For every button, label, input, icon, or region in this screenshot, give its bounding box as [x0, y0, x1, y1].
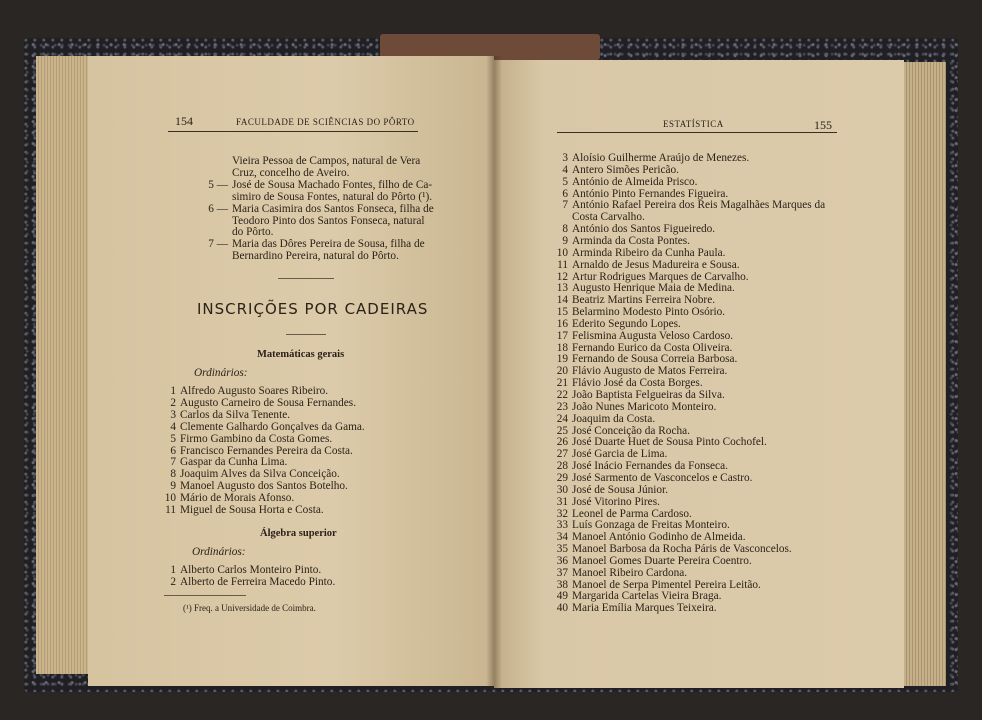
item-text: Ederito Segundo Lopes.	[572, 317, 681, 330]
left-page	[88, 56, 494, 686]
item-number: 6 —	[208, 202, 228, 215]
list-item	[156, 492, 294, 504]
item-text: Fernando de Sousa Correia Barbosa.	[572, 353, 738, 366]
item-number: 34	[556, 531, 568, 544]
list-item	[548, 496, 660, 508]
item-number: 26	[556, 436, 568, 449]
item-text: Beatriz Martins Ferreira Nobre.	[572, 294, 716, 307]
item-text: Maria das Dôres Pereira de Sousa, filha de	[232, 238, 425, 251]
item-number: 8	[562, 223, 568, 236]
item-number: 3	[562, 152, 568, 164]
item-number: 32	[556, 507, 568, 520]
item-text: Manoel de Serpa Pimentel Pereira Leitão.	[572, 578, 761, 591]
list-item	[548, 353, 737, 365]
item-text: António Rafael Pereira dos Reis Magalhães Marques da	[572, 199, 826, 212]
item-text: Manoel Barbosa da Rocha Páris de Vasconcelos.	[572, 543, 792, 556]
item-text: Maria Emília Marques Teixeira.	[572, 602, 717, 615]
category-label: Ordinários:	[192, 546, 246, 558]
list-item	[548, 448, 667, 460]
list-item	[548, 590, 721, 602]
list-item	[548, 247, 725, 259]
footnote: (¹) Freq. a Universidade de Coimbra.	[183, 603, 316, 613]
item-number: 17	[556, 329, 568, 342]
item-number: 20	[556, 365, 568, 378]
section-title: INSCRIÇÕES POR CADEIRAS	[197, 300, 429, 318]
list-item	[548, 531, 746, 543]
list-item	[156, 421, 365, 433]
list-item	[198, 203, 434, 215]
list-item	[198, 179, 432, 191]
item-number: 11	[165, 504, 176, 516]
item-number: 10	[556, 246, 568, 259]
item-text: Mário de Morais Afonso.	[180, 492, 295, 505]
item-number: 30	[556, 483, 568, 496]
list-item	[156, 445, 353, 457]
list-item	[548, 555, 752, 567]
list-item	[548, 543, 792, 555]
item-number: 24	[556, 412, 568, 425]
item-text: Teodoro Pinto dos Santos Fonseca, natural	[232, 214, 425, 227]
item-text: Felismina Augusta Veloso Cardoso.	[572, 329, 734, 342]
item-text: José Garcia de Lima.	[572, 448, 668, 461]
item-text: Antero Simões Pericão.	[572, 163, 679, 176]
item-number: 35	[556, 543, 568, 556]
list-item	[548, 484, 668, 496]
item-text: Manoel Gomes Duarte Pereira Coentro.	[572, 554, 752, 567]
item-text: Gaspar da Cunha Lima.	[180, 456, 288, 469]
item-text: José Inácio Fernandes da Fonseca.	[572, 460, 728, 473]
list-item	[548, 401, 716, 413]
item-number: 38	[556, 578, 568, 591]
divider	[286, 334, 326, 335]
list-item	[548, 176, 698, 188]
item-number: 14	[556, 294, 568, 307]
item-text: Aloísio Guilherme Araújo de Menezes.	[572, 152, 750, 164]
list-item	[548, 602, 717, 614]
item-number: 36	[556, 554, 568, 567]
list-item	[548, 199, 825, 211]
item-text: António dos Santos Figueiredo.	[572, 223, 716, 236]
subject-title: Álgebra superior	[260, 528, 337, 539]
item-number: 4	[170, 420, 176, 433]
item-text: simiro de Sousa Fontes, natural do Pôrto (¹).	[232, 190, 433, 203]
right-header-rule	[557, 132, 837, 133]
right-page-number: 155	[814, 118, 832, 132]
item-text: Arminda Ribeiro da Cunha Paula.	[572, 246, 726, 259]
item-text: Clemente Galhardo Gonçalves da Gama.	[180, 420, 365, 433]
list-item	[548, 152, 749, 164]
item-text: José de Sousa Júnior.	[572, 483, 669, 496]
list-item	[548, 567, 687, 579]
list-item	[156, 456, 287, 468]
list-item	[548, 259, 740, 271]
list-item	[548, 460, 728, 472]
list-item	[198, 250, 399, 262]
item-number: 27	[556, 448, 568, 461]
item-number: 21	[556, 377, 568, 390]
item-text: José Sarmento de Vasconcelos e Castro.	[572, 471, 753, 484]
list-item	[198, 191, 432, 203]
item-number: 22	[556, 389, 568, 401]
item-text: Miguel de Sousa Horta e Costa.	[180, 504, 324, 516]
list-item	[548, 271, 749, 283]
list-item	[156, 385, 328, 397]
item-number: 25	[556, 424, 568, 437]
list-item	[156, 576, 335, 588]
item-number: 7 —	[208, 238, 228, 251]
item-text: Leonel de Parma Cardoso.	[572, 507, 692, 520]
item-number: 23	[556, 400, 568, 413]
item-text: Joaquim da Costa.	[572, 412, 656, 425]
item-text: Manoel António Godinho de Almeida.	[572, 531, 746, 544]
list-item	[548, 377, 703, 389]
item-number: 7	[170, 456, 176, 469]
item-number: 2	[170, 396, 176, 409]
item-text: Cruz, concelho de Aveiro.	[232, 166, 350, 179]
list-item	[156, 433, 332, 445]
item-number: 16	[556, 317, 568, 330]
item-number: 18	[556, 341, 568, 354]
list-item	[156, 504, 324, 516]
item-number: 13	[556, 282, 568, 295]
list-item	[156, 409, 290, 421]
list-item	[548, 294, 715, 306]
list-item	[198, 215, 425, 227]
list-item	[198, 226, 273, 238]
left-header-rule	[168, 131, 418, 132]
item-text: António de Almeida Prisco.	[572, 175, 698, 188]
item-number: 7	[562, 199, 568, 212]
list-item	[548, 282, 735, 294]
item-text: José Vitorino Pires.	[572, 495, 660, 508]
list-item	[156, 564, 321, 576]
list-item	[548, 211, 645, 223]
item-number: 6	[170, 444, 176, 457]
item-text: Maria Casimira dos Santos Fonseca, filha de	[232, 202, 434, 215]
item-text: José Conceição da Rocha.	[572, 424, 690, 437]
item-text: Carlos da Silva Tenente.	[180, 408, 291, 421]
item-number: 1	[170, 564, 176, 576]
item-number: 11	[557, 258, 568, 271]
item-number: 5	[170, 432, 176, 445]
item-text: Flávio José da Costa Borges.	[572, 377, 703, 390]
item-number: 6	[562, 187, 568, 200]
item-text: Manoel Ribeiro Cardona.	[572, 566, 688, 579]
list-item	[548, 164, 679, 176]
category-label: Ordinários:	[194, 367, 248, 379]
item-number: 10	[164, 492, 176, 505]
book-gutter	[486, 56, 502, 688]
item-number: 37	[556, 566, 568, 579]
item-number: 8	[170, 468, 176, 481]
item-number: 4	[562, 163, 568, 176]
item-number: 1	[170, 385, 176, 397]
item-text: Augusto Henrique Maia de Medina.	[572, 282, 735, 295]
list-item	[548, 223, 715, 235]
item-number: 3	[170, 408, 176, 421]
list-item	[156, 468, 340, 480]
item-number: 5 —	[208, 178, 228, 191]
item-number: 19	[556, 353, 568, 366]
list-item	[548, 436, 767, 448]
item-text: Alfredo Augusto Soares Ribeiro.	[180, 385, 329, 397]
item-text: do Pôrto.	[232, 226, 274, 239]
subject-title: Matemáticas gerais	[257, 349, 345, 360]
right-page-header: ESTATÍSTICA	[663, 119, 724, 129]
item-text: Alberto de Ferreira Macedo Pinto.	[180, 575, 336, 588]
item-text: Augusto Carneiro de Sousa Fernandes.	[180, 396, 357, 409]
list-item	[548, 188, 728, 200]
item-text: Arnaldo de Jesus Madureira e Sousa.	[572, 258, 740, 271]
item-text: João Nunes Maricoto Monteiro.	[572, 400, 717, 413]
list-item	[548, 235, 690, 247]
item-text: Vieira Pessoa de Campos, natural de Vera	[232, 155, 421, 167]
item-text: Joaquim Alves da Silva Conceição.	[180, 468, 340, 481]
list-item	[548, 306, 725, 318]
item-number: 33	[556, 519, 568, 532]
list-item	[548, 318, 681, 330]
item-number: 28	[556, 460, 568, 473]
list-item	[548, 330, 733, 342]
list-item	[548, 425, 690, 437]
page-edges-right	[898, 62, 946, 686]
list-item	[548, 342, 732, 354]
item-text: Francisco Fernandes Pereira da Costa.	[180, 444, 353, 457]
item-text: Bernardino Pereira, natural do Pôrto.	[232, 250, 399, 263]
list-item	[548, 365, 727, 377]
item-text: Alberto Carlos Monteiro Pinto.	[180, 564, 322, 576]
list-item	[548, 579, 761, 591]
item-number: 2	[170, 575, 176, 588]
item-number: 12	[556, 270, 568, 283]
item-number: 31	[556, 495, 568, 508]
list-item	[156, 480, 348, 492]
item-text: Margarida Cartelas Vieira Braga.	[572, 590, 722, 603]
footnote-rule	[164, 595, 246, 596]
item-number: 9	[170, 480, 176, 493]
list-item	[548, 389, 725, 401]
divider	[278, 278, 334, 279]
item-number: 15	[556, 306, 568, 319]
item-number: 40	[556, 602, 568, 615]
item-text: Manoel Augusto dos Santos Botelho.	[180, 480, 348, 493]
item-text: Arminda da Costa Pontes.	[572, 234, 690, 247]
list-item	[198, 155, 420, 167]
left-page-header: FACULDADE DE SCIÊNCIAS DO PÔRTO	[236, 117, 415, 127]
item-text: António Pinto Fernandes Figueira.	[572, 187, 729, 200]
item-text: José de Sousa Machado Fontes, filho de Ca-	[232, 178, 433, 191]
item-text: José Duarte Huet de Sousa Pinto Cochofel.	[572, 436, 767, 449]
list-item	[548, 413, 655, 425]
item-number: 49	[556, 590, 568, 603]
item-number: 5	[562, 175, 568, 188]
list-item	[548, 472, 753, 484]
item-text: Firmo Gambino da Costa Gomes.	[180, 432, 333, 445]
item-text: João Baptista Felgueiras da Silva.	[572, 389, 725, 401]
list-item	[156, 397, 356, 409]
item-number: 29	[556, 471, 568, 484]
list-item	[548, 508, 692, 520]
item-text: Flávio Augusto de Matos Ferreira.	[572, 365, 728, 378]
item-text: Luís Gonzaga de Freitas Monteiro.	[572, 519, 730, 532]
item-text: Belarmino Modesto Pinto Osório.	[572, 306, 726, 319]
list-item	[198, 167, 349, 179]
item-text: Artur Rodrigues Marques de Carvalho.	[572, 270, 749, 283]
list-item	[198, 238, 425, 250]
page-edges-left	[36, 56, 96, 674]
item-text: Fernando Eurico da Costa Oliveira.	[572, 341, 733, 354]
left-page-number: 154	[175, 114, 193, 128]
list-item	[548, 519, 730, 531]
item-number: 9	[562, 234, 568, 247]
item-text: Costa Carvalho.	[572, 211, 645, 224]
